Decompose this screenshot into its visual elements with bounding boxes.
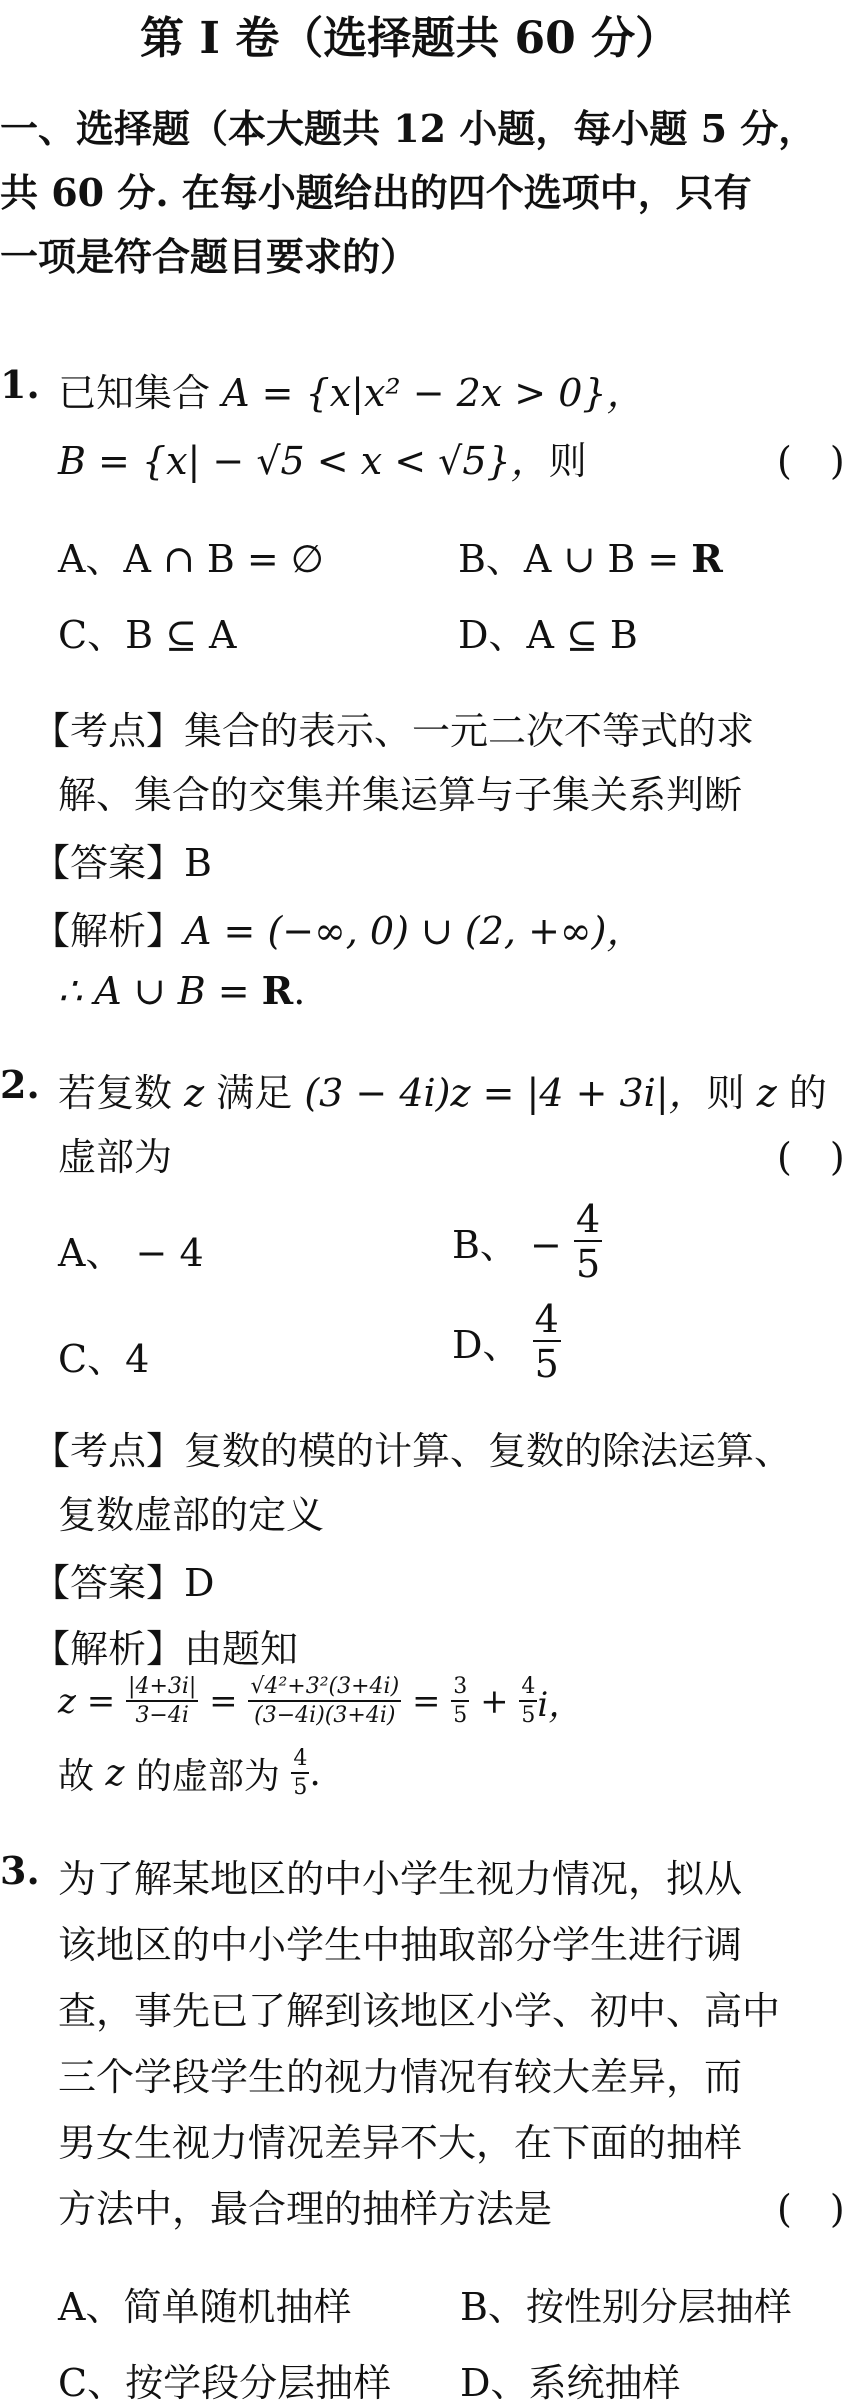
q2-calc-frac4-num: 4: [519, 1676, 537, 1702]
q3-stem-line1: 为了解某地区的中小学生视力情况，拟从: [58, 1857, 743, 1901]
section-heading-line2: 共 60 分. 在每小题给出的四个选项中，只有: [0, 170, 752, 215]
q1-answer-label: 【答案】: [32, 841, 185, 885]
q2-number: 2.: [0, 1062, 40, 1107]
q2-jiexi-text: 由题知: [184, 1627, 299, 1671]
q3-option-b: B、按性别分层抽样: [460, 2285, 792, 2329]
q2-option-b-den: 5: [575, 1242, 601, 1286]
q2-stem-a: 若复数: [58, 1071, 173, 1115]
q1-kaodian-text1: 集合的表示、一元二次不等式的求: [184, 709, 755, 753]
q2-jiexi-label: 【解析】: [32, 1627, 185, 1671]
q1-jiexi-label: 【解析】: [32, 909, 185, 953]
q1-answer-value: B: [184, 841, 212, 885]
q2-calculation: [58, 1676, 582, 1727]
q2-option-d-num: 4: [534, 1297, 559, 1341]
q2-option-b: [452, 1197, 602, 1286]
q2-calc-plus: +: [480, 1681, 509, 1722]
q2-option-d-den: 5: [534, 1342, 559, 1386]
q3-stem-line3: 查，事先已了解到该地区小学、初中、高中: [58, 1989, 781, 2033]
q2-calc-tail: i，: [537, 1685, 583, 1725]
q2-calc-frac1: [126, 1676, 198, 1727]
q2-calc-frac4: [519, 1676, 537, 1727]
q1-number: 1.: [0, 362, 40, 407]
q2-calc-frac1-den: 3−4i: [135, 1703, 189, 1728]
q1-kaodian-label: 【考点】: [32, 709, 185, 753]
q3-option-d: D、系统抽样: [460, 2361, 681, 2405]
q3-option-a: A、简单随机抽样: [58, 2285, 352, 2329]
q2-var-z1: z: [184, 1071, 205, 1115]
q2-answer-label: 【答案】: [32, 1561, 185, 1605]
q2-stem-c: 则: [706, 1071, 745, 1115]
section-heading-line1: 一、选择题（本大题共 12 小题，每小题 5 分，: [0, 106, 817, 151]
q2-calc-frac2-num: √4²+3²(3+4i): [248, 1676, 401, 1702]
q1-set-a: A = {x|x² − 2x > 0}，: [222, 371, 645, 415]
q2-calc-frac2-den: (3−4i)(3+4i): [254, 1703, 396, 1728]
q2-option-d: [452, 1297, 561, 1386]
q2-option-b-num: 4: [575, 1197, 601, 1241]
q2-jiexi-line1: [32, 1618, 298, 1673]
q2-final-mid: 的虚部为: [135, 1756, 280, 1797]
q2-stem-d: 的: [788, 1071, 827, 1115]
q2-option-b-fraction: [574, 1197, 602, 1286]
q1-option-b-text: B、A ∪ B =: [458, 537, 692, 581]
q1-jiexi-reals: R: [261, 968, 294, 1013]
q2-stem-line1: [58, 1062, 827, 1117]
q2-final-den: 5: [293, 1775, 308, 1800]
q1-stem-line2: [58, 430, 587, 485]
q1-option-c: C、B ⊆ A: [58, 613, 237, 657]
q1-set-b: B = {x| − √5 < x < √5}，: [58, 439, 549, 483]
q3-stem-line4: 三个学段学生的视力情况有较大差异，而: [58, 2055, 743, 2099]
q1-jiexi-line1: [32, 900, 644, 955]
q2-final-tail: .: [309, 1753, 321, 1794]
q2-option-d-fraction: [533, 1297, 561, 1386]
q2-calc-frac3-num: 3: [451, 1676, 469, 1702]
q2-kaodian-label: 【考点】: [32, 1429, 185, 1473]
q2-answer-value: D: [184, 1561, 215, 1605]
q3-stem-line6: 方法中，最合理的抽样方法是: [58, 2187, 553, 2231]
q2-calc-frac3: [451, 1676, 469, 1727]
q2-option-c: C、4: [58, 1337, 150, 1381]
q2-final-line: [58, 1748, 321, 1799]
section-heading-line3: 一项是符合题目要求的）: [0, 234, 419, 279]
q1-option-b: [458, 528, 723, 583]
q2-calc-frac2: [248, 1676, 401, 1727]
q1-jiexi-period: .: [293, 969, 306, 1013]
q3-answer-blank: ( ): [777, 2187, 845, 2231]
q2-calc-frac1-num: |4+3i|: [126, 1676, 198, 1702]
q2-calc-eq2: =: [411, 1681, 441, 1722]
q1-kaodian-line2: 解、集合的交集并集运算与子集关系判断: [58, 773, 743, 817]
q3-stem-line5: 男女生视力情况差异不大，在下面的抽样: [58, 2121, 743, 2165]
q2-option-b-text: B、 −: [452, 1223, 562, 1267]
q1-jiexi-math2: ∴ A ∪ B =: [58, 969, 262, 1013]
q2-final-fraction: [291, 1748, 309, 1799]
q1-option-a: A、A ∩ B = ∅: [58, 537, 324, 581]
q3-number: 3.: [0, 1848, 40, 1893]
q2-kaodian-text1: 复数的模的计算、复数的除法运算、: [184, 1429, 793, 1473]
q1-option-b-reals: R: [691, 536, 723, 581]
q2-answer-blank: ( ): [777, 1135, 845, 1179]
q2-stem-line2: 虚部为: [58, 1135, 173, 1179]
q2-kaodian-line1: [32, 1420, 792, 1475]
q2-stem-b: 满足: [216, 1071, 293, 1115]
q2-final-z: z: [105, 1753, 125, 1794]
q1-jiexi-line2: [58, 968, 305, 1013]
q1-stem-prefix: 已知集合: [58, 371, 211, 415]
q2-calc-eq1: =: [209, 1681, 238, 1722]
q1-stem-line1: [58, 362, 645, 417]
q2-calc-z: z =: [58, 1681, 116, 1722]
q2-calc-frac3-den: 5: [453, 1703, 468, 1728]
q1-option-d: D、A ⊆ B: [458, 613, 638, 657]
q1-answer-line: [32, 832, 212, 887]
q2-final-num: 4: [291, 1748, 309, 1774]
q2-var-z2: z: [756, 1071, 777, 1115]
q2-final-pre: 故: [58, 1756, 95, 1797]
q1-answer-blank: ( ): [777, 439, 845, 483]
q2-option-d-text: D、: [452, 1323, 521, 1367]
volume-title: 第 I 卷（选择题共 60 分）: [140, 13, 680, 64]
q2-equation: (3 − 4i)z = |4 + 3i|，: [304, 1071, 707, 1115]
q2-kaodian-line2: 复数虚部的定义: [58, 1493, 325, 1537]
q2-calc-frac4-den: 5: [521, 1703, 536, 1728]
q1-kaodian-line1: [32, 700, 754, 755]
q3-stem-line2: 该地区的中小学生中抽取部分学生进行调: [58, 1923, 743, 1967]
q1-stem-tail: 则: [548, 439, 587, 483]
q2-option-a: A、 − 4: [58, 1231, 204, 1275]
q1-jiexi-math1: A = (−∞, 0) ∪ (2, +∞)，: [184, 909, 645, 953]
q2-answer-line: [32, 1552, 214, 1607]
q3-option-c: C、按学段分层抽样: [58, 2361, 392, 2405]
